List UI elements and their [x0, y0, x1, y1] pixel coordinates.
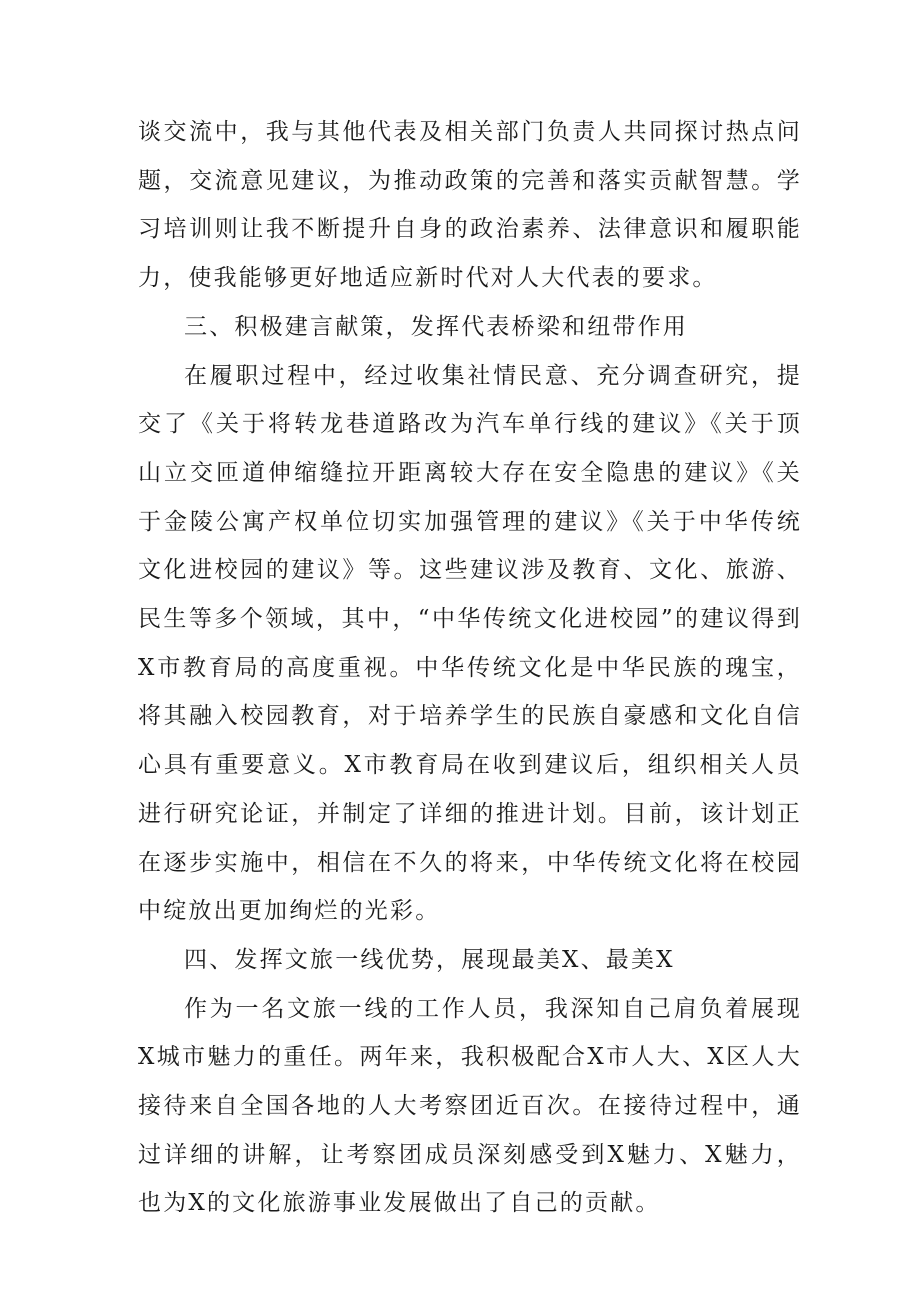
section-heading-three: 三、积极建言献策，发挥代表桥梁和纽带作用	[184, 313, 688, 340]
paragraph-culture-tourism: 作为一名文旅一线的工作人员，我深知自己肩负着展现X城市魅力的重任。两年来，我积极配合X市人大、X区人大接待来自全国各地的人大考察团近百次。在接待过程中，通过详细的讲解，让考察团成员深刻感受到X魅力、X魅力，也为X的文化旅游事业发展做出了自己的贡献。	[138, 995, 802, 1217]
document-body	[138, 108, 802, 1228]
paragraph-suggestions: 在履职过程中，经过收集社情民意、充分调查研究，提交了《关于将转龙巷道路改为汽车单行线的建议》《关于顶山立交匝道伸缩缝拉开距离较大存在安全隐患的建议》《关于金陵公寓产权单位切实加强管理的建议》《关于中华传统文化进校园的建议》等。这些建议涉及教育、文化、旅游、民生等多个领域，其中，“中华传统文化进校园”的建议得到X市教育局的高度重视。中华传统文化是中华民族的瑰宝，将其融入校园教育，对于培养学生的民族自豪感和文化自信心具有重要意义。X市教育局在收到建议后，组织相关人员进行研究论证，并制定了详细的推进计划。目前，该计划正在逐步实施中，相信在不久的将来，中华传统文化将在校园中绽放出更加绚烂的光彩。	[138, 362, 802, 925]
section-heading-four: 四、发挥文旅一线优势，展现最美X、最美X	[184, 946, 675, 973]
paragraph-continuation: 谈交流中，我与其他代表及相关部门负责人共同探讨热点问题，交流意见建议，为推动政策的完善和落实贡献智慧。学习培训则让我不断提升自身的政治素养、法律意识和履职能力，使我能够更好地适应新时代对人大代表的要求。	[138, 119, 802, 292]
